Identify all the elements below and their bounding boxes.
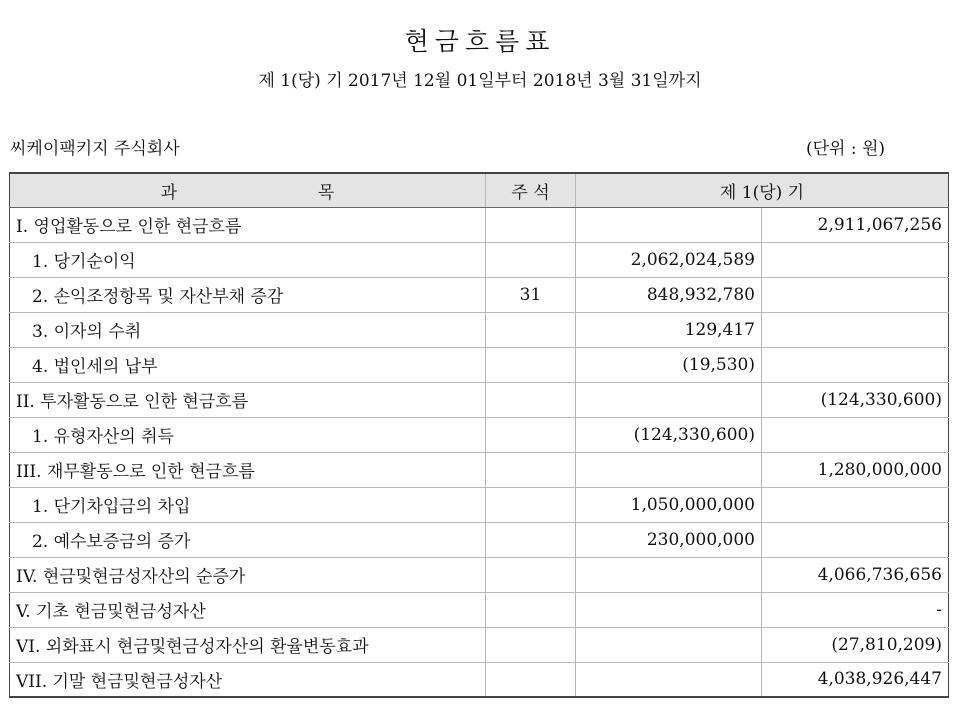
- table-row: [10, 557, 949, 592]
- row-total-amount: [762, 312, 949, 347]
- row-detail-amount: 1,050,000,000: [576, 487, 762, 522]
- row-note: [486, 487, 576, 522]
- currency-unit: (단위 : 원): [806, 139, 886, 159]
- row-item: I. 영업활동으로 인한 현금흐름: [10, 207, 486, 242]
- row-note: [486, 207, 576, 242]
- row-detail-amount: [576, 662, 762, 697]
- row-detail-amount: [576, 557, 762, 592]
- row-item: 1. 당기순이익: [10, 242, 486, 277]
- row-detail-amount: [576, 592, 762, 627]
- header-item-part-a: 과: [160, 182, 178, 203]
- row-note: [486, 417, 576, 452]
- row-item: VI. 외화표시 현금및현금성자산의 환율변동효과: [10, 627, 486, 662]
- row-total-amount: [762, 522, 949, 557]
- row-total-amount: 4,038,926,447: [762, 662, 949, 697]
- row-item: IV. 현금및현금성자산의 순증가: [10, 557, 486, 592]
- row-total-amount: [762, 487, 949, 522]
- header-period: 제 1(당) 기: [576, 173, 949, 207]
- row-item: 2. 예수보증금의 증가: [10, 522, 486, 557]
- row-detail-amount: [576, 207, 762, 242]
- row-note: [486, 522, 576, 557]
- table-row: [10, 487, 949, 522]
- table-row: [10, 207, 949, 242]
- table-header-row: [10, 173, 949, 207]
- row-detail-amount: [576, 627, 762, 662]
- reporting-period: 제 1(당) 기 2017년 12월 01일부터 2018년 3월 31일까지: [258, 71, 702, 91]
- row-note: 31: [486, 277, 576, 312]
- table-row: [10, 382, 949, 417]
- row-total-amount: [762, 242, 949, 277]
- row-note: [486, 557, 576, 592]
- row-total-amount: -: [762, 592, 949, 627]
- row-total-amount: 4,066,736,656: [762, 557, 949, 592]
- row-total-amount: [762, 277, 949, 312]
- row-detail-amount: (124,330,600): [576, 417, 762, 452]
- row-detail-amount: 2,062,024,589: [576, 242, 762, 277]
- row-note: [486, 662, 576, 697]
- company-name: 씨케이팩키지 주식회사: [10, 139, 180, 159]
- row-item: III. 재무활동으로 인한 현금흐름: [10, 452, 486, 487]
- cash-flow-table: [9, 172, 949, 698]
- row-item: 3. 이자의 수취: [10, 312, 486, 347]
- row-total-amount: [762, 417, 949, 452]
- row-total-amount: (124,330,600): [762, 382, 949, 417]
- row-item: II. 투자활동으로 인한 현금흐름: [10, 382, 486, 417]
- row-item: VII. 기말 현금및현금성자산: [10, 662, 486, 697]
- row-item: 4. 법인세의 납부: [10, 347, 486, 382]
- row-item: V. 기초 현금및현금성자산: [10, 592, 486, 627]
- table-row: [10, 277, 949, 312]
- table-row: [10, 592, 949, 627]
- row-detail-amount: 129,417: [576, 312, 762, 347]
- row-note: [486, 452, 576, 487]
- row-item: 1. 유형자산의 취득: [10, 417, 486, 452]
- table-row: [10, 452, 949, 487]
- row-detail-amount: [576, 452, 762, 487]
- statement-title: 현금흐름표: [404, 27, 556, 56]
- row-note: [486, 382, 576, 417]
- row-item: 2. 손익조정항목 및 자산부채 증감: [10, 277, 486, 312]
- row-detail-amount: 230,000,000: [576, 522, 762, 557]
- header-item-part-b: 목: [317, 182, 335, 203]
- header-note: 주 석: [486, 173, 576, 207]
- row-total-amount: 2,911,067,256: [762, 207, 949, 242]
- row-note: [486, 592, 576, 627]
- table-row: [10, 347, 949, 382]
- row-note: [486, 347, 576, 382]
- table-row: [10, 312, 949, 347]
- row-detail-amount: [576, 382, 762, 417]
- row-note: [486, 242, 576, 277]
- header-item: [10, 173, 486, 207]
- row-total-amount: [762, 347, 949, 382]
- table-row: [10, 417, 949, 452]
- table-row: [10, 662, 949, 697]
- table-row: [10, 627, 949, 662]
- row-total-amount: 1,280,000,000: [762, 452, 949, 487]
- row-detail-amount: 848,932,780: [576, 277, 762, 312]
- row-note: [486, 312, 576, 347]
- table-row: [10, 242, 949, 277]
- table-row: [10, 522, 949, 557]
- row-detail-amount: (19,530): [576, 347, 762, 382]
- row-total-amount: (27,810,209): [762, 627, 949, 662]
- row-note: [486, 627, 576, 662]
- row-item: 1. 단기차입금의 차입: [10, 487, 486, 522]
